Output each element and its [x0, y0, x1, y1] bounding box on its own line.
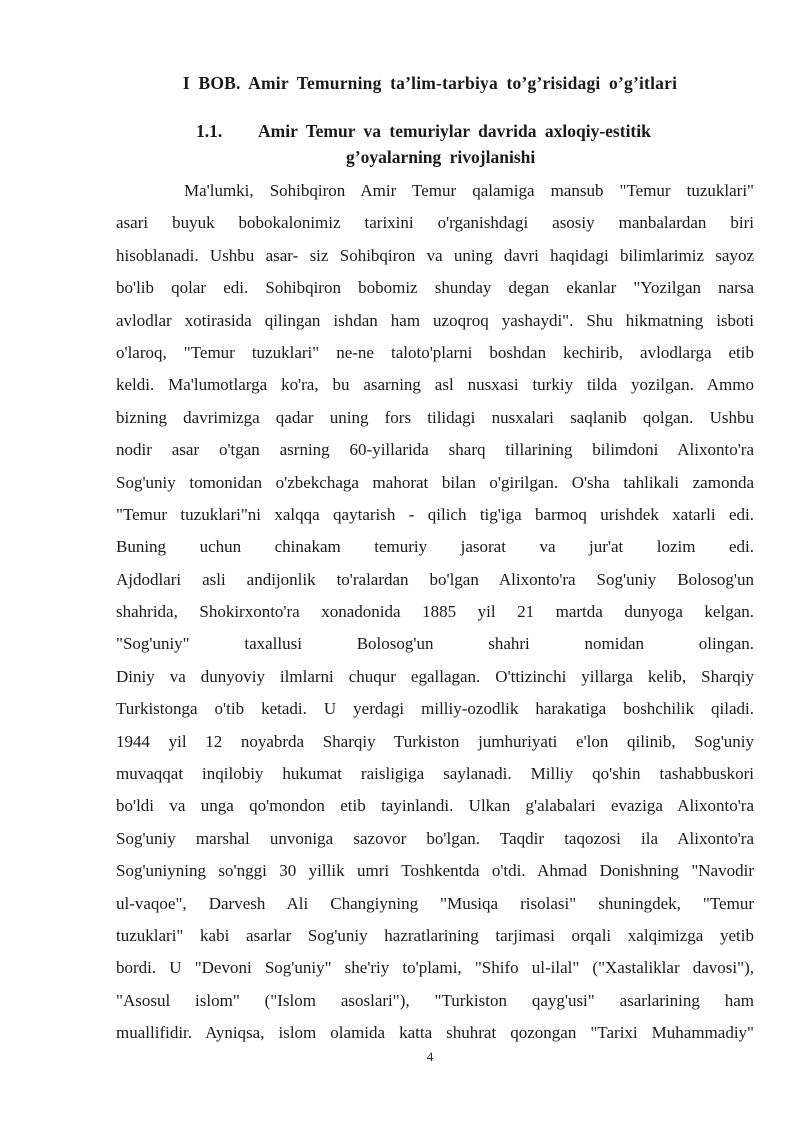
paragraph-line: hisoblanadi. Ushbu asar- siz Sohibqiron va uning davri haqidagi bilimlarimiz sayoz	[116, 245, 754, 265]
paragraph-line: "Temur tuzuklari"ni xalqqa qaytarish - qilich tig'iga barmoq urishdek xatarli edi.	[116, 504, 754, 524]
paragraph-line: tuzuklari" kabi asarlar Sog'uniy hazratlarining tarjimasi orqali xalqimizga yetib	[116, 925, 754, 945]
paragraph-line: Diniy va dunyoviy ilmlarni chuqur egallagan. O'ttizinchi yillarga kelib, Sharqiy	[116, 666, 754, 686]
paragraph-line: bo'lib qolar edi. Sohibqiron bobomiz shunday degan ekanlar "Yozilgan narsa	[116, 278, 754, 298]
paragraph-line: muallifidir. Ayniqsa, islom olamida katta shuhrat qozongan "Tarixi Muhammadiy"	[116, 1023, 754, 1043]
section-title-line-2: g’oyalarning rivojlanishi	[346, 147, 536, 167]
body-text	[116, 175, 754, 1050]
page-number: 4	[426, 1049, 434, 1064]
paragraph-line: Turkistonga o'tib ketadi. U yerdagi milliy-ozodlik harakatiga boshchilik qiladi.	[116, 699, 754, 719]
paragraph-line: "Asosul islom" ("Islom asoslari"), "Turkiston qayg'usi" asarlarining ham	[116, 990, 754, 1010]
paragraph-line: asari buyuk bobokalonimiz tarixini o'rganishdagi asosiy manbalardan biri	[116, 213, 754, 233]
section-number: 1.1.	[196, 121, 223, 141]
section-title-line-1: Amir Temur va temuriylar davrida axloqiy-estitik	[258, 121, 651, 141]
paragraph-line: avlodlar xotirasida qilingan ishdan ham uzoqroq yashaydi". Shu hikmatning isboti	[116, 310, 754, 330]
paragraph-line: Ma'lumki, Sohibqiron Amir Temur qalamiga mansub "Temur tuzuklari"	[184, 181, 754, 200]
paragraph-line: shahrida, Shokirxonto'ra xonadonida 1885 yil 21 martda dunyoga kelgan.	[116, 602, 754, 622]
paragraph-line: nodir asar o'tgan asrning 60-yillarida sharq tillarining bilimdoni Alixonto'ra	[116, 440, 754, 460]
paragraph-line: bizning davrimizga qadar uning fors tilidagi nusxalari saqlanib qolgan. Ushbu	[116, 407, 754, 427]
paragraph-line: o'laroq, "Temur tuzuklari" ne-ne taloto'plarni boshdan kechirib, avlodlarga etib	[116, 342, 754, 362]
paragraph-line: bordi. U "Devoni Sog'uniy" she'riy to'plami, "Shifo ul-ilal" ("Xastaliklar davosi"),	[116, 958, 754, 978]
paragraph-line: muvaqqat inqilobiy hukumat raisligiga saylanadi. Milliy qo'shin tashabbuskori	[116, 764, 754, 784]
paragraph-line: Sog'uniyning so'nggi 30 yillik umri Toshkentda o'tdi. Ahmad Donishning "Navodir	[116, 861, 754, 881]
paragraph-line: 1944 yil 12 noyabrda Sharqiy Turkiston jumhuriyati e'lon qilinib, Sog'uniy	[116, 731, 754, 751]
paragraph-line: "Sog'uniy" taxallusi Bolosog'un shahri nomidan olingan.	[116, 634, 754, 654]
paragraph-line: Buning uchun chinakam temuriy jasorat va jur'at lozim edi.	[116, 537, 754, 557]
paragraph-line: Sog'uniy tomonidan o'zbekchaga mahorat bilan o'girilgan. O'sha tahlikali zamonda	[116, 472, 754, 492]
section-title	[196, 118, 696, 170]
paragraph-line: keldi. Ma'lumotlarga ko'ra, bu asarning asl nusxasi turkiy tilda yozilgan. Ammo	[116, 375, 754, 395]
paragraph-line: Sog'uniy marshal unvoniga sazovor bo'lgan. Taqdir taqozosi ila Alixonto'ra	[116, 828, 754, 848]
chapter-title: I BOB. Amir Temurning ta’lim-tarbiya to’g’risidagi o’g’itlari	[182, 73, 678, 93]
paragraph-line: Ajdodlari asli andijonlik to'ralardan bo'lgan Alixonto'ra Sog'uniy Bolosog'un	[116, 569, 754, 589]
paragraph-line: ul-vaqoe", Darvesh Ali Changiyning "Musiqa risolasi" shuningdek, "Temur	[116, 893, 754, 913]
paragraph-line: bo'ldi va unga qo'mondon etib tayinlandi. Ulkan g'alabalari evaziga Alixonto'ra	[116, 796, 754, 816]
